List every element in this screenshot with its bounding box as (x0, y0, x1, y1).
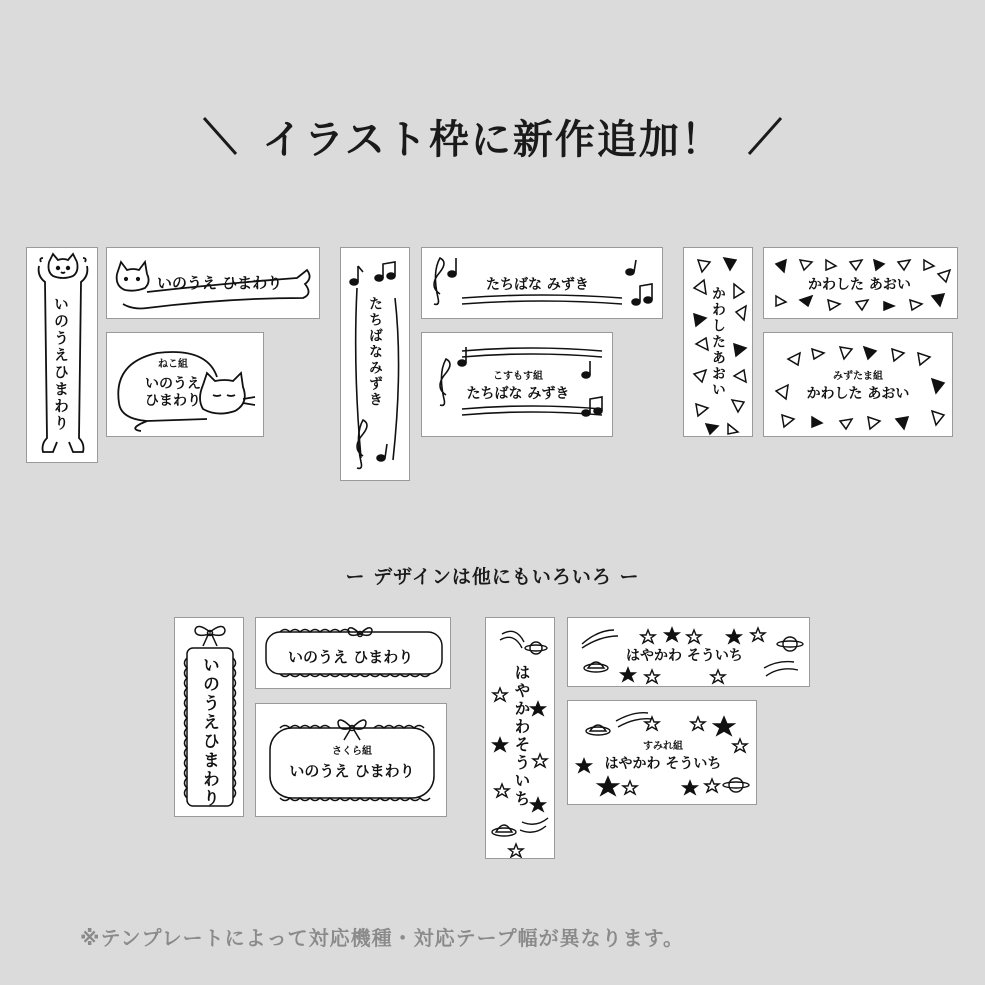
music-vertical-name: たちばなみずき (367, 296, 383, 408)
music-vertical-label (340, 247, 410, 481)
music-horizontal-label (421, 247, 663, 319)
cat-horizontal-name: いのうえ ひまわり (157, 274, 283, 292)
triangle-group-line: かわした あおい (806, 386, 910, 402)
cat-group-name: ねこ組 (158, 359, 188, 370)
cat-horizontal-label (106, 247, 320, 319)
space-group-label (567, 700, 757, 805)
space-group-line: はやかわ そういち (604, 756, 722, 772)
ribbon-horizontal-label (255, 617, 451, 689)
cat-vertical-name: いのうえひまわり (52, 296, 70, 432)
triangle-vertical-label (683, 247, 753, 437)
ribbon-group-line: いのうえ ひまわり (289, 762, 415, 780)
space-vertical-name: はやかわそういち (512, 664, 531, 808)
page-title: イラスト枠に新作追加！ (262, 116, 723, 163)
space-vertical-label (485, 617, 555, 859)
cat-group-line2: ひまわり (145, 393, 201, 409)
ribbon-group-label (255, 703, 447, 817)
headline (0, 108, 985, 164)
ribbon-group-name: さくら組 (332, 746, 372, 757)
subheading: ー デザインは他にもいろいろ ー (345, 566, 640, 588)
music-group-name: こすもす組 (493, 371, 543, 382)
triangle-vertical-name: かわしたあおい (710, 286, 726, 398)
music-horizontal-name: たちばな みずき (486, 277, 589, 293)
cat-group-label (106, 332, 264, 437)
triangle-group-name: みずたま組 (833, 371, 883, 382)
triangle-group-label (763, 332, 953, 437)
right-slash-decoration (745, 114, 785, 158)
ribbon-vertical-name: いのうえひまわり (199, 656, 219, 808)
triangle-horizontal-label (763, 247, 958, 319)
music-group-line: たちばな みずき (466, 386, 570, 402)
space-horizontal-name: はやかわ そういち (626, 648, 743, 664)
ribbon-horizontal-name: いのうえ ひまわり (288, 648, 414, 666)
music-group-label (421, 332, 613, 437)
left-slash-decoration (200, 114, 240, 158)
space-horizontal-label (567, 617, 810, 687)
space-group-name: すみれ組 (643, 741, 683, 752)
ribbon-vertical-label (174, 617, 244, 817)
cat-vertical-label (26, 247, 98, 463)
footnote: ※テンプレートによって対応機種・対応テープ幅が異なります。 (80, 926, 685, 950)
cat-group-line1: いのうえ (145, 376, 201, 392)
triangle-horizontal-name: かわした あおい (808, 277, 911, 293)
